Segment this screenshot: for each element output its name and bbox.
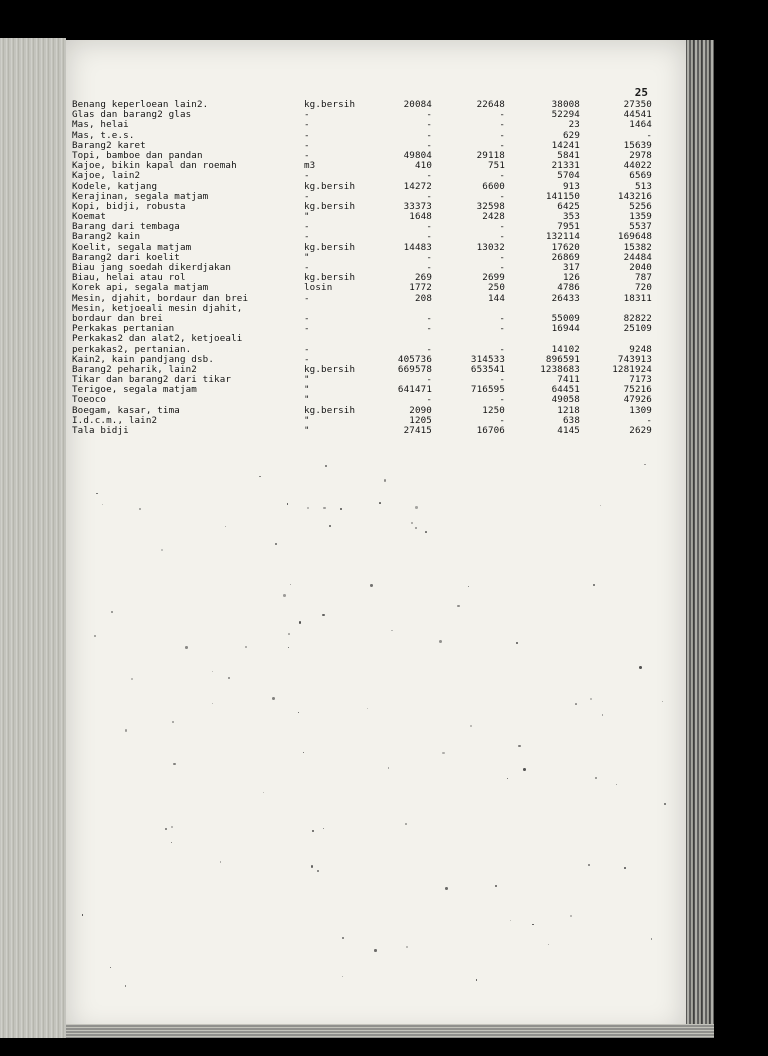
value-cell-3: 49058 [551, 394, 580, 406]
value-cell-1: 2090 [409, 404, 432, 416]
value-cell-2: 250 [487, 282, 505, 294]
commodity-name: Perkakas2 dan alat2, ketjoeali [72, 334, 243, 345]
facing-page-edge [0, 38, 66, 1038]
unit-cell: " [304, 212, 310, 223]
noise-speck [283, 594, 286, 597]
value-cell-1: 14483 [403, 241, 432, 253]
noise-speck [228, 677, 230, 679]
noise-speck [173, 763, 175, 765]
value-cell-3: 1218 [557, 404, 580, 416]
noise-speck [185, 646, 188, 649]
value-cell-2: - [499, 262, 505, 273]
value-cell-2: 751 [487, 160, 505, 172]
value-cell-3: 14102 [551, 343, 580, 355]
commodity-name: Koemat [72, 212, 107, 223]
commodity-name: Tikar dan barang2 dari tikar [72, 375, 232, 386]
value-cell-3: 7411 [557, 374, 580, 386]
value-cell-3: 55009 [551, 312, 580, 324]
value-cell-3: 913 [562, 180, 580, 192]
commodity-name: Kodele, katjang [72, 181, 158, 192]
value-cell-2: - [499, 129, 505, 141]
unit-cell: - [304, 171, 310, 182]
unit-cell: - [304, 313, 310, 324]
commodity-name: Boegam, kasar, tima [72, 405, 180, 416]
value-cell-4: 787 [634, 272, 652, 284]
noise-speck [370, 584, 372, 586]
value-cell-3: 4786 [557, 282, 580, 294]
value-cell-3: 26433 [551, 292, 580, 304]
unit-cell: " [304, 385, 310, 396]
noise-speck [288, 633, 290, 635]
noise-speck [425, 531, 427, 533]
value-cell-4: 2040 [629, 262, 652, 273]
commodity-name: Koelit, segala matjam [72, 242, 192, 253]
commodity-name: Terigoe, segala matjam [72, 385, 197, 396]
commodity-name: Mesin, djahit, bordaur dan brei [72, 293, 249, 304]
value-cell-3: 629 [562, 129, 580, 141]
value-cell-1: 405736 [397, 353, 432, 365]
value-cell-1: - [426, 170, 432, 182]
value-cell-3: 23 [568, 119, 580, 131]
value-cell-1: - [426, 262, 432, 273]
unit-cell: - [304, 191, 310, 202]
value-cell-4: 1464 [629, 119, 652, 131]
value-cell-2: 6600 [482, 180, 505, 192]
value-cell-3: 5704 [557, 170, 580, 182]
value-cell-4: 7173 [629, 374, 652, 386]
unit-cell: " [304, 252, 310, 263]
value-cell-3: 132114 [545, 231, 580, 243]
value-cell-1: 641471 [397, 384, 432, 396]
value-cell-4: - [646, 129, 652, 141]
commodity-name: Mas, t.e.s. [72, 130, 135, 141]
table-row [72, 334, 652, 344]
table-row [72, 426, 652, 436]
value-cell-1: - [426, 221, 432, 233]
value-cell-2: - [499, 374, 505, 386]
unit-cell: - [304, 324, 310, 335]
value-cell-1: 1205 [409, 414, 432, 426]
value-cell-2: - [499, 170, 505, 182]
value-cell-3: 141150 [545, 190, 580, 202]
unit-cell: m3 [304, 161, 316, 172]
value-cell-1: 208 [414, 292, 432, 304]
value-cell-1: - [426, 251, 432, 263]
value-cell-2: - [499, 414, 505, 426]
commodity-name: Kerajinan, segala matjam [72, 191, 209, 202]
value-cell-3: 317 [562, 262, 580, 273]
commodity-name: Kain2, kain pandjang dsb. [72, 354, 215, 365]
commodity-table [72, 100, 652, 436]
value-cell-4: 18311 [623, 292, 652, 304]
value-cell-4: 2978 [629, 149, 652, 161]
value-cell-4: 75216 [623, 384, 652, 396]
value-cell-2: - [499, 190, 505, 202]
value-cell-2: 314533 [470, 353, 505, 365]
value-cell-1: - [426, 394, 432, 406]
value-cell-3: 16944 [551, 323, 580, 335]
value-cell-1: - [426, 139, 432, 151]
unit-cell: " [304, 375, 310, 386]
noise-speck [405, 823, 407, 825]
value-cell-4: 1309 [629, 404, 652, 416]
noise-speck [311, 865, 313, 867]
value-cell-4: 47926 [623, 394, 652, 406]
unit-cell: - [304, 140, 310, 151]
noise-speck [139, 508, 141, 510]
unit-cell: losin [304, 283, 333, 294]
value-cell-4: 24484 [623, 251, 652, 263]
commodity-name: Kopi, bidji, robusta [72, 201, 186, 212]
unit-cell: kg.bersih [304, 242, 356, 253]
noise-speck [374, 949, 376, 951]
table-row [72, 171, 652, 181]
value-cell-1: 1648 [409, 211, 432, 223]
value-cell-1: - [426, 323, 432, 335]
value-cell-3: 52294 [551, 109, 580, 121]
unit-cell: " [304, 415, 310, 426]
noise-speck [600, 505, 601, 506]
value-cell-1: 1772 [409, 282, 432, 294]
value-cell-4: 9248 [629, 343, 652, 355]
value-cell-1: 269 [414, 272, 432, 284]
noise-speck [322, 614, 324, 616]
noise-speck [510, 920, 511, 921]
value-cell-2: - [499, 343, 505, 355]
unit-cell: - [304, 150, 310, 161]
unit-cell: kg.bersih [304, 364, 356, 375]
value-cell-2: - [499, 312, 505, 324]
value-cell-3: 21331 [551, 160, 580, 172]
commodity-name: Toeoco [72, 395, 107, 406]
value-cell-4: 5537 [629, 221, 652, 233]
value-cell-3: 126 [562, 272, 580, 284]
value-cell-1: 20084 [403, 99, 432, 110]
page-number: 25 [634, 86, 648, 99]
value-cell-2: 144 [487, 292, 505, 304]
page-stack-edge [686, 40, 714, 1035]
value-cell-2: - [499, 251, 505, 263]
commodity-name: Barang dari tembaga [72, 222, 180, 233]
commodity-name: perkakas2, pertanian. [72, 344, 192, 355]
unit-cell: kg.bersih [304, 273, 356, 284]
unit-cell: - [304, 263, 310, 273]
commodity-name: Topi, bamboe dan pandan [72, 150, 203, 161]
noise-speck [325, 465, 327, 467]
value-cell-2: - [499, 119, 505, 131]
value-cell-4: 720 [634, 282, 652, 294]
unit-cell: kg.bersih [304, 201, 356, 212]
value-cell-2: - [499, 139, 505, 151]
noise-speck [532, 924, 534, 926]
value-cell-1: 27415 [403, 425, 432, 436]
value-cell-4: - [646, 414, 652, 426]
value-cell-3: 1238683 [540, 363, 580, 375]
unit-cell: kg.bersih [304, 405, 356, 416]
commodity-name: Korek api, segala matjam [72, 283, 209, 294]
value-cell-3: 14241 [551, 139, 580, 151]
noise-speck [220, 861, 222, 863]
value-cell-4: 513 [634, 180, 652, 192]
value-cell-2: 29118 [476, 149, 505, 161]
unit-cell: - [304, 293, 310, 304]
unit-cell: " [304, 426, 310, 436]
value-cell-3: 26869 [551, 251, 580, 263]
value-cell-3: 64451 [551, 384, 580, 396]
unit-cell: - [304, 354, 310, 365]
noise-speck [323, 507, 326, 510]
value-cell-3: 896591 [545, 353, 580, 365]
noise-speck [82, 914, 83, 915]
commodity-name: Barang2 peharik, lain2 [72, 364, 197, 375]
value-cell-1: - [426, 109, 432, 121]
value-cell-4: 743913 [617, 353, 652, 365]
commodity-name: Barang2 dari koelit [72, 252, 180, 263]
value-cell-1: - [426, 231, 432, 243]
value-cell-4: 15639 [623, 139, 652, 151]
value-cell-1: 49804 [403, 149, 432, 161]
commodity-name: bordaur dan brei [72, 313, 163, 324]
commodity-name: Glas dan barang2 glas [72, 110, 192, 121]
value-cell-2: - [499, 109, 505, 121]
value-cell-2: - [499, 394, 505, 406]
value-cell-4: 44541 [623, 109, 652, 121]
commodity-name: Barang2 kain [72, 232, 141, 243]
value-cell-4: 143216 [617, 190, 652, 202]
unit-cell: - [304, 120, 310, 131]
value-cell-4: 82822 [623, 312, 652, 324]
value-cell-2: 2699 [482, 272, 505, 284]
value-cell-3: 38008 [551, 99, 580, 110]
unit-cell: " [304, 395, 310, 406]
unit-cell: kg.bersih [304, 100, 356, 110]
value-cell-2: 1250 [482, 404, 505, 416]
commodity-name: Kajoe, bikin kapal dan roemah [72, 161, 237, 172]
value-cell-2: - [499, 323, 505, 335]
value-cell-4: 1281924 [612, 363, 652, 375]
value-cell-1: 33373 [403, 200, 432, 212]
value-cell-4: 44022 [623, 160, 652, 172]
commodity-name: Barang2 karet [72, 140, 146, 151]
value-cell-4: 1359 [629, 211, 652, 223]
value-cell-4: 15382 [623, 241, 652, 253]
unit-cell: - [304, 232, 310, 243]
noise-speck [272, 697, 275, 700]
noise-speck [287, 503, 289, 505]
noise-speck [523, 768, 526, 771]
value-cell-4: 5256 [629, 200, 652, 212]
value-cell-2: 16706 [476, 425, 505, 436]
value-cell-4: 27350 [623, 99, 652, 110]
noise-speck [299, 621, 301, 623]
noise-speck [342, 937, 344, 939]
value-cell-3: 6425 [557, 200, 580, 212]
value-cell-2: - [499, 231, 505, 243]
unit-cell: - [304, 222, 310, 233]
unit-cell: - [304, 130, 310, 141]
value-cell-4: 6569 [629, 170, 652, 182]
value-cell-1: - [426, 119, 432, 131]
value-cell-3: 638 [562, 414, 580, 426]
unit-cell: - [304, 110, 310, 121]
table-row [72, 324, 652, 334]
commodity-name: Mesin, ketjoeali mesin djahit, [72, 303, 243, 314]
noise-speck [415, 506, 418, 509]
value-cell-2: 32598 [476, 200, 505, 212]
unit-cell: - [304, 344, 310, 355]
commodity-name: Perkakas pertanian [72, 324, 175, 335]
noise-speck [624, 867, 626, 869]
value-cell-1: - [426, 343, 432, 355]
value-cell-2: 13032 [476, 241, 505, 253]
value-cell-2: 716595 [470, 384, 505, 396]
value-cell-1: - [426, 312, 432, 324]
value-cell-1: - [426, 129, 432, 141]
noise-speck [329, 525, 331, 527]
value-cell-1: - [426, 374, 432, 386]
commodity-name: Biau, helai atau rol [72, 273, 186, 284]
value-cell-3: 353 [562, 211, 580, 223]
table-row [72, 294, 652, 304]
value-cell-4: 169648 [617, 231, 652, 243]
commodity-name: Biau jang soedah dikerdjakan [72, 263, 232, 273]
commodity-name: Mas, helai [72, 120, 129, 131]
noise-speck [445, 887, 448, 890]
noise-speck [275, 543, 277, 545]
table-row [72, 110, 652, 120]
value-cell-2: 2428 [482, 211, 505, 223]
noise-speck [111, 611, 113, 613]
noise-speck [457, 605, 459, 607]
noise-speck [495, 885, 497, 887]
value-cell-1: 14272 [403, 180, 432, 192]
value-cell-4: 2629 [629, 425, 652, 436]
value-cell-4: 25109 [623, 323, 652, 335]
commodity-name: Kajoe, lain2 [72, 171, 141, 182]
commodity-name: I.d.c.m., lain2 [72, 415, 158, 426]
noise-speck [590, 698, 592, 700]
value-cell-1: 410 [414, 160, 432, 172]
noise-speck [312, 830, 313, 831]
noise-speck [595, 777, 597, 779]
value-cell-2: - [499, 221, 505, 233]
commodity-name: Tala bidji [72, 426, 129, 436]
value-cell-3: 7951 [557, 221, 580, 233]
value-cell-2: 22648 [476, 99, 505, 110]
noise-speck [225, 526, 226, 527]
value-cell-3: 17620 [551, 241, 580, 253]
value-cell-1: - [426, 190, 432, 202]
noise-speck [662, 701, 663, 702]
page-bottom-edge [66, 1024, 714, 1038]
value-cell-3: 4145 [557, 425, 580, 436]
value-cell-3: 5841 [557, 149, 580, 161]
commodity-name: Benang keperloean lain2. [72, 100, 209, 110]
unit-cell: kg.bersih [304, 181, 356, 192]
value-cell-2: 653541 [470, 363, 505, 375]
noise-speck [415, 527, 417, 529]
value-cell-1: 669578 [397, 363, 432, 375]
